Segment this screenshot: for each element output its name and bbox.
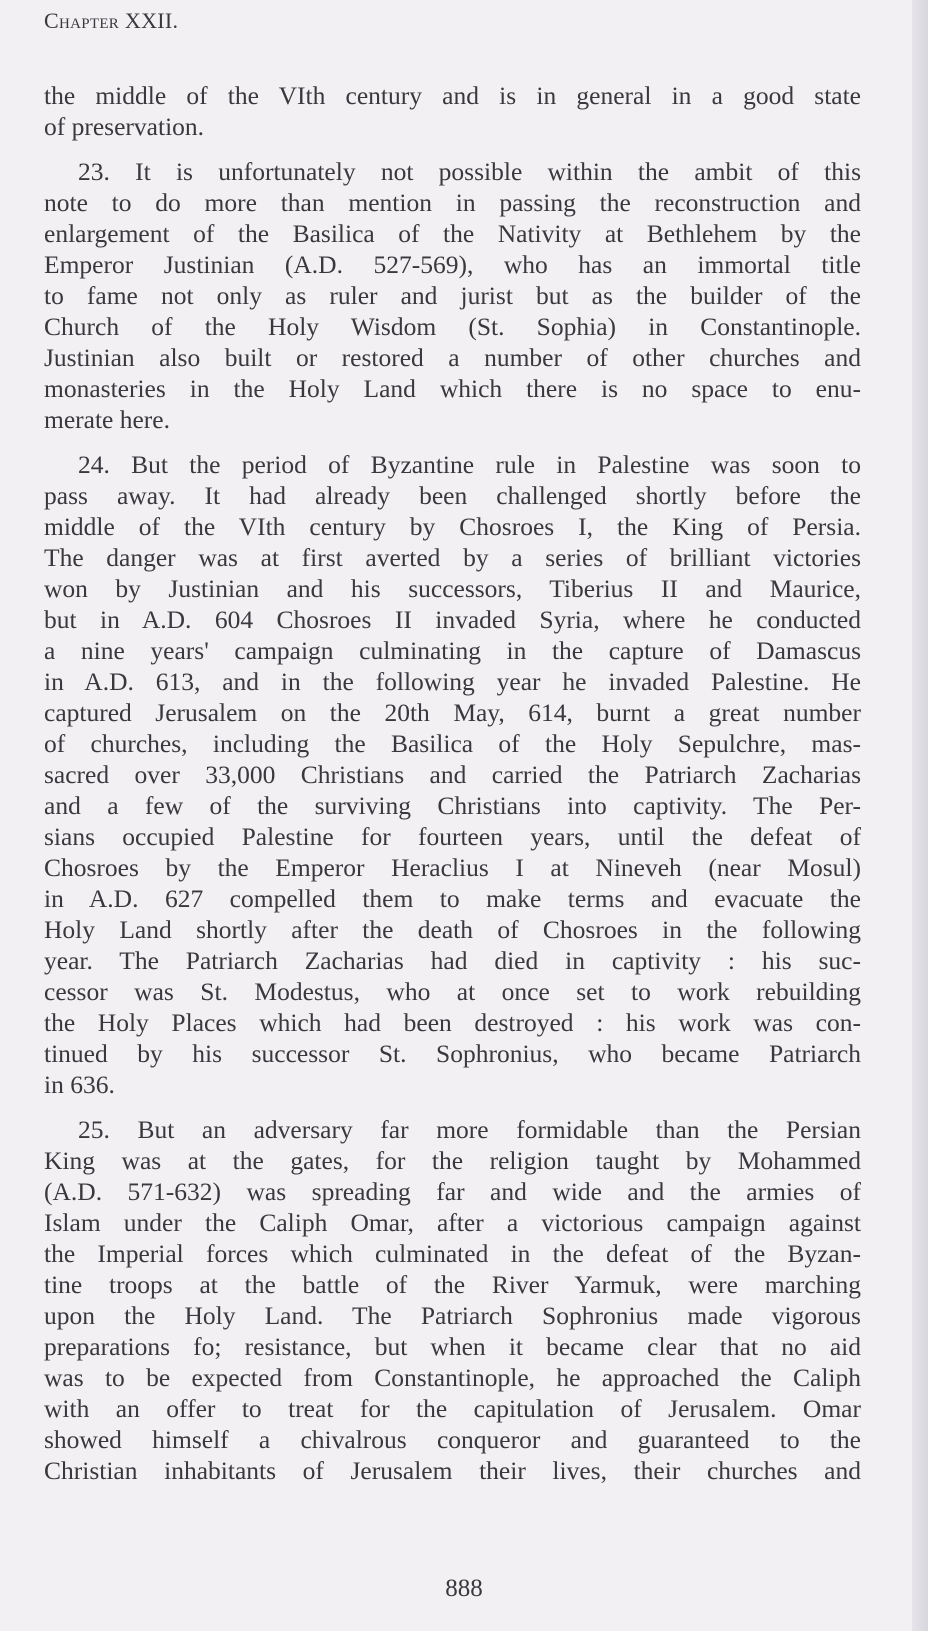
paragraph xyxy=(44,80,861,142)
text-line: in A.D. 613, and in the following year he invaded Palestine. He xyxy=(44,667,861,696)
text-line: Emperor Justinian (A.D. 527-569), who has an immortal title xyxy=(44,250,861,279)
text-line: King was at the gates, for the religion taught by Mohammed xyxy=(44,1146,861,1175)
text-line: pass away. It had already been challenged shortly before the xyxy=(44,481,861,510)
chapter-title: Chapter XXII. xyxy=(44,8,179,33)
text-line: note to do more than mention in passing the reconstruction and xyxy=(44,188,861,217)
paragraph xyxy=(44,449,861,1100)
text-line: upon the Holy Land. The Patriarch Sophronius made vigorous xyxy=(44,1301,861,1330)
text-line: and a few of the surviving Christians into captivity. The Per- xyxy=(44,791,861,820)
text-line: enlargement of the Basilica of the Nativity at Bethlehem by the xyxy=(44,219,861,248)
text-line: Christian inhabitants of Jerusalem their lives, their churches and xyxy=(44,1456,861,1485)
text-line: Chosroes by the Emperor Heraclius I at Nineveh (near Mosul) xyxy=(44,853,861,882)
text-line: 23. It is unfortunately not possible within the ambit of this xyxy=(78,157,861,186)
text-line: (A.D. 571-632) was spreading far and wide and the armies of xyxy=(44,1177,861,1206)
text-line: sians occupied Palestine for fourteen years, until the defeat of xyxy=(44,822,861,851)
text-line: tine troops at the battle of the River Yarmuk, were marching xyxy=(44,1270,861,1299)
text-line: 24. But the period of Byzantine rule in Palestine was soon to xyxy=(78,450,861,479)
text-line: Holy Land shortly after the death of Chosroes in the following xyxy=(44,915,861,944)
paragraph xyxy=(44,156,861,435)
text-line: Islam under the Caliph Omar, after a victorious campaign against xyxy=(44,1208,861,1237)
text-line: merate here. xyxy=(44,405,170,434)
text-line: middle of the VIth century by Chosroes I, the King of Persia. xyxy=(44,512,861,541)
text-line: Church of the Holy Wisdom (St. Sophia) in Constantinople. xyxy=(44,312,861,341)
body-text xyxy=(44,80,861,1500)
text-line: of churches, including the Basilica of the Holy Sepulchre, mas- xyxy=(44,729,861,758)
text-line: the Holy Places which had been destroyed : his work was con- xyxy=(44,1008,861,1037)
text-line: Justinian also built or restored a number of other churches and xyxy=(44,343,861,372)
text-line: the middle of the VIth century and is in general in a good state xyxy=(44,81,861,110)
text-line: but in A.D. 604 Chosroes II invaded Syria, where he conducted xyxy=(44,605,861,634)
text-line: showed himself a chivalrous conqueror and guaranteed to the xyxy=(44,1425,861,1454)
paragraph xyxy=(44,1114,861,1486)
text-line: to fame not only as ruler and jurist but as the builder of the xyxy=(44,281,861,310)
text-line: year. The Patriarch Zacharias had died in captivity : his suc- xyxy=(44,946,861,975)
text-line: was to be expected from Constantinople, he approached the Caliph xyxy=(44,1363,861,1392)
text-line: sacred over 33,000 Christians and carried the Patriarch Zacharias xyxy=(44,760,861,789)
text-line: in 636. xyxy=(44,1070,115,1099)
text-line: tinued by his successor St. Sophronius, who became Patriarch xyxy=(44,1039,861,1068)
text-line: in A.D. 627 compelled them to make terms and evacuate the xyxy=(44,884,861,913)
text-line: won by Justinian and his successors, Tiberius II and Maurice, xyxy=(44,574,861,603)
text-line: a nine years' campaign culminating in the capture of Damascus xyxy=(44,636,861,665)
page-number: 888 xyxy=(445,1575,483,1602)
text-line: monasteries in the Holy Land which there is no space to enu- xyxy=(44,374,861,403)
page-edge xyxy=(912,0,928,1631)
text-line: The danger was at first averted by a series of brilliant victories xyxy=(44,543,861,572)
text-line: the Imperial forces which culminated in the defeat of the Byzan- xyxy=(44,1239,861,1268)
text-line: with an offer to treat for the capitulation of Jerusalem. Omar xyxy=(44,1394,861,1423)
text-line: of preservation. xyxy=(44,112,205,141)
text-line: 25. But an adversary far more formidable than the Persian xyxy=(78,1115,861,1144)
running-header xyxy=(44,8,178,34)
text-line: captured Jerusalem on the 20th May, 614, burnt a great number xyxy=(44,698,861,727)
text-line: cessor was St. Modestus, who at once set to work rebuilding xyxy=(44,977,861,1006)
text-line: preparations fo; resistance, but when it became clear that no aid xyxy=(44,1332,861,1361)
